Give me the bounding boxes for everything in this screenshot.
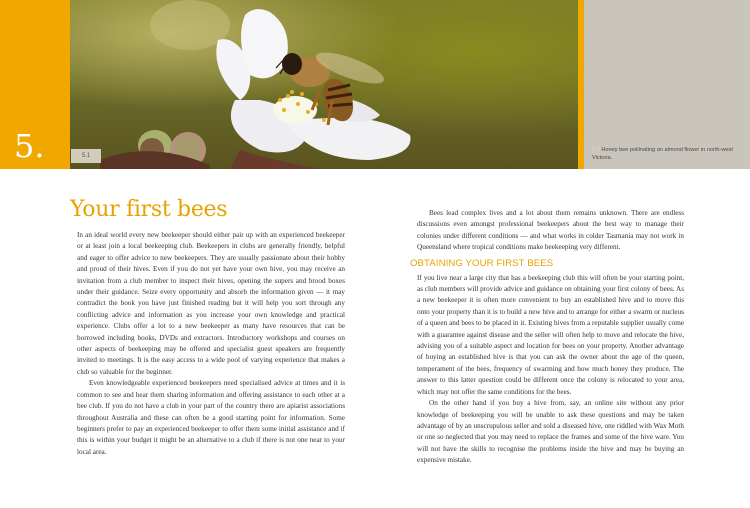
chapter-number: 5. xyxy=(14,127,45,165)
left-text-column xyxy=(77,230,345,458)
body-paragraph: If you live near a large city that has a beekeeping club this will often be your starting point, as club members will provide advice and guidance on obtaining your first colony of bees. As a new beekeeper it is often more convenient to buy an established hive and to move this onto your property than it is to build a new hive and to arrange for either a swarm or nucleus of a queen and bees to be placed in it. Existing hives from a reputable supplier usually come with a guarantee against disease and the seller will often help to move and relocate the hive, advising you of a suitable aspect and location for bees on your property. Another advantage of buying an established hive is that you can ask the owner about the age of the queen, temperament of the bees, frequency of swarming and how much honey they produce. The answer to this latter question could be different once the colony is relocated to your area, which may not offer the same conditions for the bees. xyxy=(417,273,684,396)
page-title: Your first bees xyxy=(70,197,228,222)
photo-reference-tag: 5.1 xyxy=(71,149,101,163)
body-paragraph: On the other hand if you buy a hive from, say, an online site without any prior knowledge of beekeeping you will be unable to ask these questions and may be taken advantage of by an unscrupulous seller and sold a diseased hive, one riddled with Wax Moth or one so neglected that you may need to replace the frames and some of the hive ware. You will not have the skills to recognise the problems inside the hive and may be buying an expensive mistake. xyxy=(417,399,684,465)
caption-figure-number: 5.1 xyxy=(592,147,600,153)
chapter-number-block xyxy=(0,0,70,169)
right-text-column xyxy=(410,208,684,467)
photo-caption xyxy=(592,146,742,162)
caption-panel xyxy=(584,0,750,169)
bee-flower-illustration xyxy=(70,0,578,169)
intro-paragraph: Bees lead complex lives and a lot about them remains unknown. There are endless discussions even amongst professional beekeepers about the best way to manage their colonies under different conditions — and what works in colder Tasmania may not work in Queensland where tropical conditions make beekeeping very different. xyxy=(417,209,684,252)
bee-on-flower-photo xyxy=(70,0,578,169)
caption-text: Honey bee pollinating an almond flower in north-west Victoria. xyxy=(592,147,733,161)
section-subheading: OBTAINING YOUR FIRST BEES xyxy=(410,257,554,269)
body-paragraph: In an ideal world every new beekeeper should either pair up with an experienced beekeeper or at least join a local beekeeping club. Beekeepers in clubs are generally friendly, helpful and eager to offer advice to new beekeepers. They are usually passionate about their hobby and proud of their hives. Even if you do not yet have your own hive, you may receive an invitation from a club member to inspect their hives, opening the supers and brood boxes under their guidance. Seize every opportunity and absorb the information given — it may contradict the book you have just finished reading but it will help you sort through any conflicting advice and information as you increase your own knowledge and practical experience. Clubs offer a lot to a new beekeeper as many have resources that can be borrowed including books, DVDs and extractors. Introductory workshops and courses on other aspects of beekeeping may be offered and specialist guest speakers are frequently invited to meetings. It is the easy access to a wide pool of varying experience that makes a club so valuable for the beginner. xyxy=(77,231,345,376)
body-paragraph: Even knowledgeable experienced beekeepers need specialised advice at times and it is common to see and hear them sharing information and offering assistance to each other at a bee club. If you do not have a club in your part of the country there are apiarist associations throughout Australia and these can often be a good starting point for information. Some beginners prefer to pay an experienced beekeeper to offer them some initial assistance and if this is within your budget it might be an alternative to a club if there is not one near to your local area. xyxy=(77,379,345,456)
